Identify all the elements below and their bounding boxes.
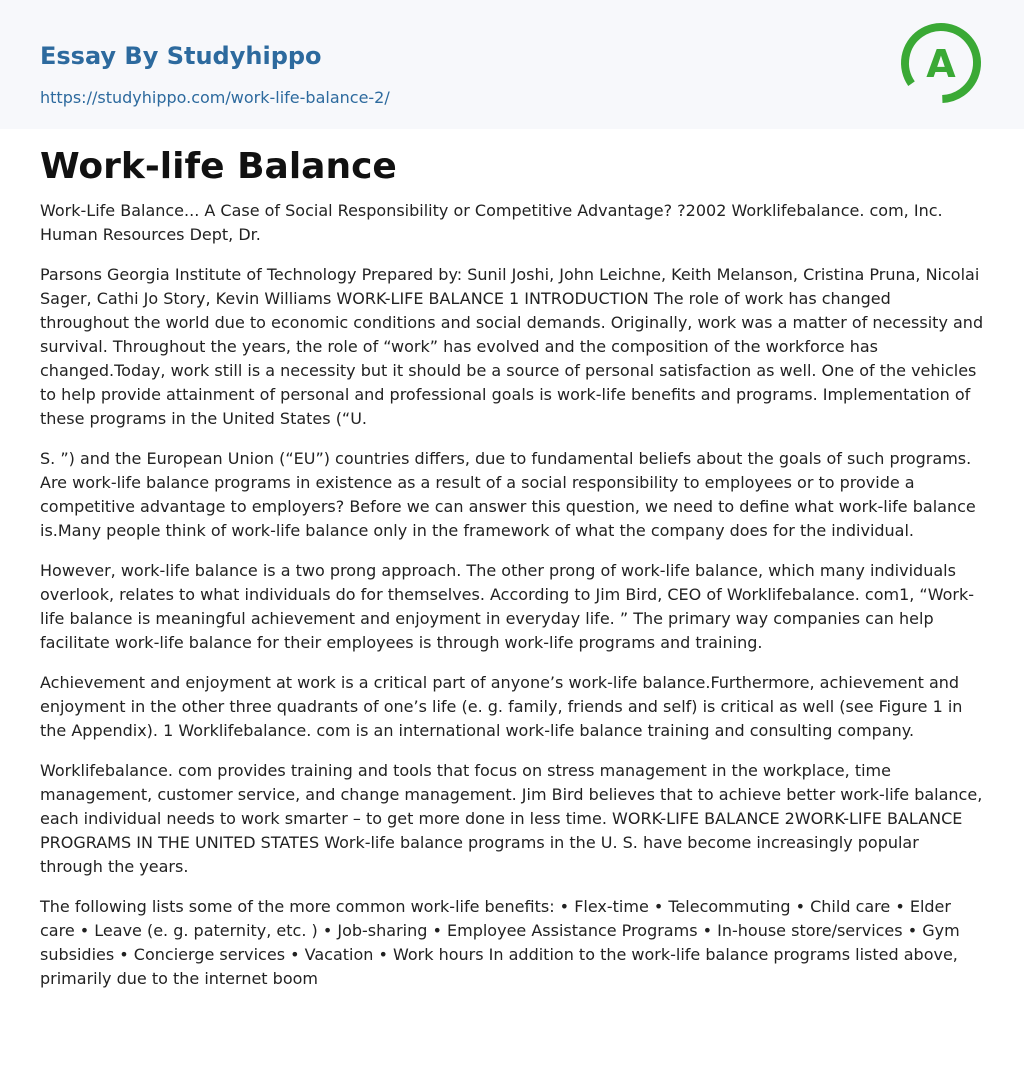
essay-url-link[interactable]: https://studyhippo.com/work-life-balance-2/ <box>40 88 390 107</box>
essay-paragraph: Worklifebalance. com provides training and tools that focus on stress management in the workplace, time management, customer service, and change management. Jim Bird believes that to achieve better work-life balance, each individual needs to work smarter – to get more done in less time. WORK-LIFE BALANCE 2WORK-LIFE BALANCE PROGRAMS IN THE UNITED STATES Work-life balance programs in the U. S. have become increasingly popular through the years. <box>40 761 983 876</box>
essay-paragraph: Work-Life Balance... A Case of Social Responsibility or Competitive Advantage? ?2002 Worklifebalance. com, Inc. Human Resources Dept, Dr. <box>40 201 943 244</box>
essay-paragraph: Achievement and enjoyment at work is a critical part of anyone’s work-life balance.Furthermore, achievement and enjoyment in the other three quadrants of one’s life (e. g. family, friends and self) is critical as well (see Figure 1 in the Appendix). 1 Worklifebalance. com is an international work-life balance training and consulting company. <box>40 673 963 740</box>
logo-letter: A <box>926 42 956 86</box>
brand-title: Essay By Studyhippo <box>40 42 322 70</box>
essay-title: Work-life Balance <box>40 146 397 187</box>
essay-paragraph: Parsons Georgia Institute of Technology Prepared by: Sunil Joshi, John Leichne, Keith Melanson, Cristina Pruna, Nicolai Sager, Cathi Jo Story, Kevin Williams WORK-LIFE BALANCE 1 INTRODUCTION The role of work has changed throughout the world due to economic conditions and social demands. Originally, work was a matter of necessity and survival. Throughout the years, the role of “work” has evolved and the composition of the workforce has changed.Today, work still is a necessity but it should be a source of personal satisfaction as well. One of the vehicles to help provide attainment of personal and professional goals is work-life benefits and programs. Implementation of these programs in the United States (“U. <box>40 265 984 428</box>
studyhippo-logo-icon <box>896 18 986 108</box>
site-header <box>0 0 1024 129</box>
essay-paragraph: S. ”) and the European Union (“EU”) countries differs, due to fundamental beliefs about the goals of such programs. Are work-life balance programs in existence as a result of a social responsibility to employees or to provide a competitive advantage to employers? Before we can answer this question, we need to define what work-life balance is.Many people think of work-life balance only in the framework of what the company does for the individual. <box>40 449 976 540</box>
essay-paragraph: The following lists some of the more common work-life benefits: • Flex-time • Telecommuting • Child care • Elder care • Leave (e. g. paternity, etc. ) • Job-sharing • Employee Assistance Programs • In-house store/services • Gym subsidies • Concierge services • Vacation • Work hours In addition to the work-life balance programs listed above, primarily due to the internet boom <box>40 897 960 988</box>
essay-paragraph: However, work-life balance is a two prong approach. The other prong of work-life balance, which many individuals overlook, relates to what individuals do for themselves. According to Jim Bird, CEO of Worklifebalance. com1, “Work-life balance is meaningful achievement and enjoyment in everyday life. ” The primary way companies can help facilitate work-life balance for their employees is through work-life programs and training. <box>40 561 974 652</box>
essay-content <box>0 129 1024 991</box>
